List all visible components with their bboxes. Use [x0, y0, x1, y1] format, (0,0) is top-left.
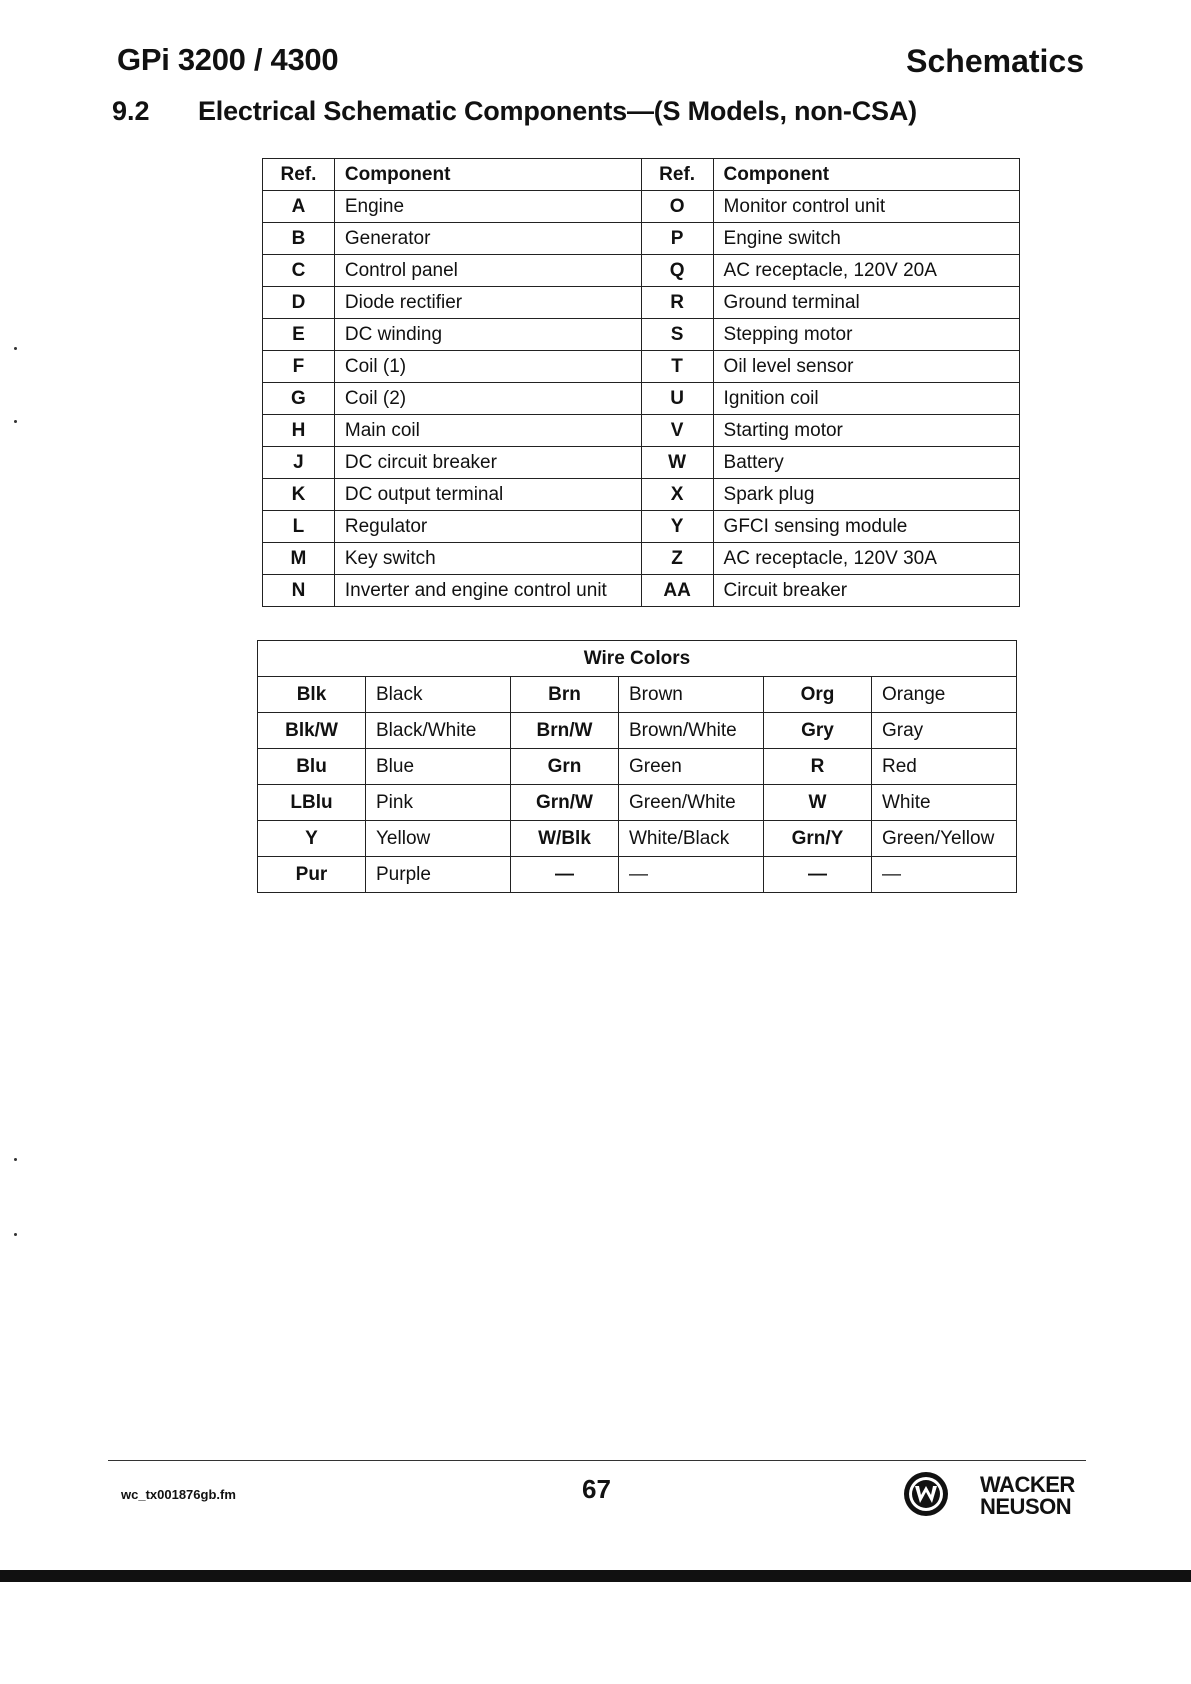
cell-ref-right: S: [641, 319, 713, 351]
wire-color-name-cell: Green: [619, 749, 764, 785]
cell-component-left: Diode rectifier: [334, 287, 641, 319]
cell-component-left: Coil (1): [334, 351, 641, 383]
wire-color-name-cell: White: [872, 785, 1017, 821]
wire-colors-caption: Wire Colors: [258, 641, 1017, 677]
cell-ref-right: Q: [641, 255, 713, 287]
cell-ref-right: Y: [641, 511, 713, 543]
header-ref-right: Ref.: [641, 159, 713, 191]
cell-component-right: Stepping motor: [713, 319, 1019, 351]
cell-ref-right: X: [641, 479, 713, 511]
cell-ref-left: A: [263, 191, 335, 223]
margin-mark: [14, 420, 17, 423]
components-table-header: [263, 159, 1020, 191]
cell-component-right: Starting motor: [713, 415, 1019, 447]
cell-component-right: Ignition coil: [713, 383, 1019, 415]
cell-ref-right: U: [641, 383, 713, 415]
cell-component-left: Regulator: [334, 511, 641, 543]
table-row: [258, 749, 1017, 785]
cell-component-left: Generator: [334, 223, 641, 255]
cell-ref-left: K: [263, 479, 335, 511]
section-title: Electrical Schematic Components—(S Models, non-CSA): [198, 96, 917, 126]
wacker-neuson-w-logo-icon: [902, 1470, 950, 1518]
cell-ref-left: B: [263, 223, 335, 255]
cell-ref-right: AA: [641, 575, 713, 607]
components-table: [262, 158, 1020, 607]
cell-component-left: DC winding: [334, 319, 641, 351]
table-row: [263, 383, 1020, 415]
scan-bottom-bar: [0, 1570, 1191, 1582]
brand-line-1: WACKER: [980, 1472, 1075, 1497]
wire-code-cell: W/Blk: [511, 821, 619, 857]
wire-color-name-cell: Black/White: [366, 713, 511, 749]
margin-mark: [14, 1158, 17, 1161]
cell-component-right: AC receptacle, 120V 30A: [713, 543, 1019, 575]
header-component-right: Component: [713, 159, 1019, 191]
cell-ref-right: V: [641, 415, 713, 447]
cell-ref-left: L: [263, 511, 335, 543]
table-row: [263, 255, 1020, 287]
wire-code-cell: Pur: [258, 857, 366, 893]
wire-code-cell: Blu: [258, 749, 366, 785]
cell-component-left: Coil (2): [334, 383, 641, 415]
table-row: [263, 319, 1020, 351]
wire-code-cell: Gry: [764, 713, 872, 749]
header-ref-left: Ref.: [263, 159, 335, 191]
cell-component-right: Engine switch: [713, 223, 1019, 255]
cell-component-left: Inverter and engine control unit: [334, 575, 641, 607]
cell-ref-left: H: [263, 415, 335, 447]
cell-component-right: Monitor control unit: [713, 191, 1019, 223]
doc-title: GPi 3200 / 4300: [117, 42, 339, 77]
cell-component-left: DC circuit breaker: [334, 447, 641, 479]
table-row: [258, 821, 1017, 857]
table-row: [258, 677, 1017, 713]
wire-color-name-cell: Pink: [366, 785, 511, 821]
table-row: [263, 223, 1020, 255]
cell-component-left: DC output terminal: [334, 479, 641, 511]
table-row: [263, 543, 1020, 575]
cell-component-right: AC receptacle, 120V 20A: [713, 255, 1019, 287]
wire-color-name-cell: —: [619, 857, 764, 893]
wire-color-name-cell: White/Black: [619, 821, 764, 857]
wire-color-name-cell: Yellow: [366, 821, 511, 857]
cell-component-right: Circuit breaker: [713, 575, 1019, 607]
cell-ref-right: Z: [641, 543, 713, 575]
cell-ref-left: C: [263, 255, 335, 287]
cell-component-right: Ground terminal: [713, 287, 1019, 319]
cell-ref-left: J: [263, 447, 335, 479]
table-row: [263, 511, 1020, 543]
wire-code-cell: Grn: [511, 749, 619, 785]
cell-component-right: GFCI sensing module: [713, 511, 1019, 543]
cell-component-right: Oil level sensor: [713, 351, 1019, 383]
table-row: [258, 713, 1017, 749]
wire-color-name-cell: Brown/White: [619, 713, 764, 749]
wire-code-cell: Grn/Y: [764, 821, 872, 857]
wire-color-name-cell: Blue: [366, 749, 511, 785]
cell-ref-left: G: [263, 383, 335, 415]
wire-code-cell: Org: [764, 677, 872, 713]
wire-color-name-cell: Green/Yellow: [872, 821, 1017, 857]
header-component-left: Component: [334, 159, 641, 191]
wire-code-cell: —: [764, 857, 872, 893]
margin-mark: [14, 1233, 17, 1236]
table-row: [263, 415, 1020, 447]
wire-code-cell: Grn/W: [511, 785, 619, 821]
cell-ref-left: E: [263, 319, 335, 351]
cell-component-left: Main coil: [334, 415, 641, 447]
wire-code-cell: R: [764, 749, 872, 785]
wire-code-cell: W: [764, 785, 872, 821]
page-number: 67: [582, 1474, 611, 1504]
cell-ref-left: N: [263, 575, 335, 607]
wire-color-name-cell: Gray: [872, 713, 1017, 749]
wire-code-cell: Y: [258, 821, 366, 857]
wire-colors-table: [257, 640, 1017, 893]
cell-ref-left: F: [263, 351, 335, 383]
table-row: [263, 575, 1020, 607]
brand-line-2: NEUSON: [980, 1494, 1072, 1519]
table-row: [263, 479, 1020, 511]
chapter-title: Schematics: [906, 43, 1084, 79]
cell-component-left: Engine: [334, 191, 641, 223]
wire-code-cell: Brn: [511, 677, 619, 713]
cell-component-left: Key switch: [334, 543, 641, 575]
wire-color-name-cell: Brown: [619, 677, 764, 713]
table-row: [263, 351, 1020, 383]
cell-ref-right: O: [641, 191, 713, 223]
wire-code-cell: Blk/W: [258, 713, 366, 749]
brand-name: [980, 1474, 1075, 1518]
cell-ref-right: W: [641, 447, 713, 479]
footer-file-name: wc_tx001876gb.fm: [121, 1487, 236, 1502]
wire-color-name-cell: Green/White: [619, 785, 764, 821]
wire-colors-caption-row: [258, 641, 1017, 677]
table-row: [258, 785, 1017, 821]
cell-ref-left: D: [263, 287, 335, 319]
wire-color-name-cell: Purple: [366, 857, 511, 893]
wire-color-name-cell: Black: [366, 677, 511, 713]
table-row: [263, 287, 1020, 319]
wire-code-cell: Blk: [258, 677, 366, 713]
cell-ref-right: T: [641, 351, 713, 383]
section-number: 9.2: [112, 96, 150, 126]
wire-color-name-cell: —: [872, 857, 1017, 893]
cell-ref-right: R: [641, 287, 713, 319]
wire-code-cell: —: [511, 857, 619, 893]
margin-mark: [14, 347, 17, 350]
footer-divider: [108, 1460, 1086, 1461]
wire-code-cell: Brn/W: [511, 713, 619, 749]
table-row: [263, 447, 1020, 479]
wire-code-cell: LBlu: [258, 785, 366, 821]
cell-component-right: Battery: [713, 447, 1019, 479]
wire-color-name-cell: Red: [872, 749, 1017, 785]
table-row: [258, 857, 1017, 893]
table-row: [263, 191, 1020, 223]
wire-color-name-cell: Orange: [872, 677, 1017, 713]
cell-component-right: Spark plug: [713, 479, 1019, 511]
cell-ref-left: M: [263, 543, 335, 575]
cell-component-left: Control panel: [334, 255, 641, 287]
cell-ref-right: P: [641, 223, 713, 255]
